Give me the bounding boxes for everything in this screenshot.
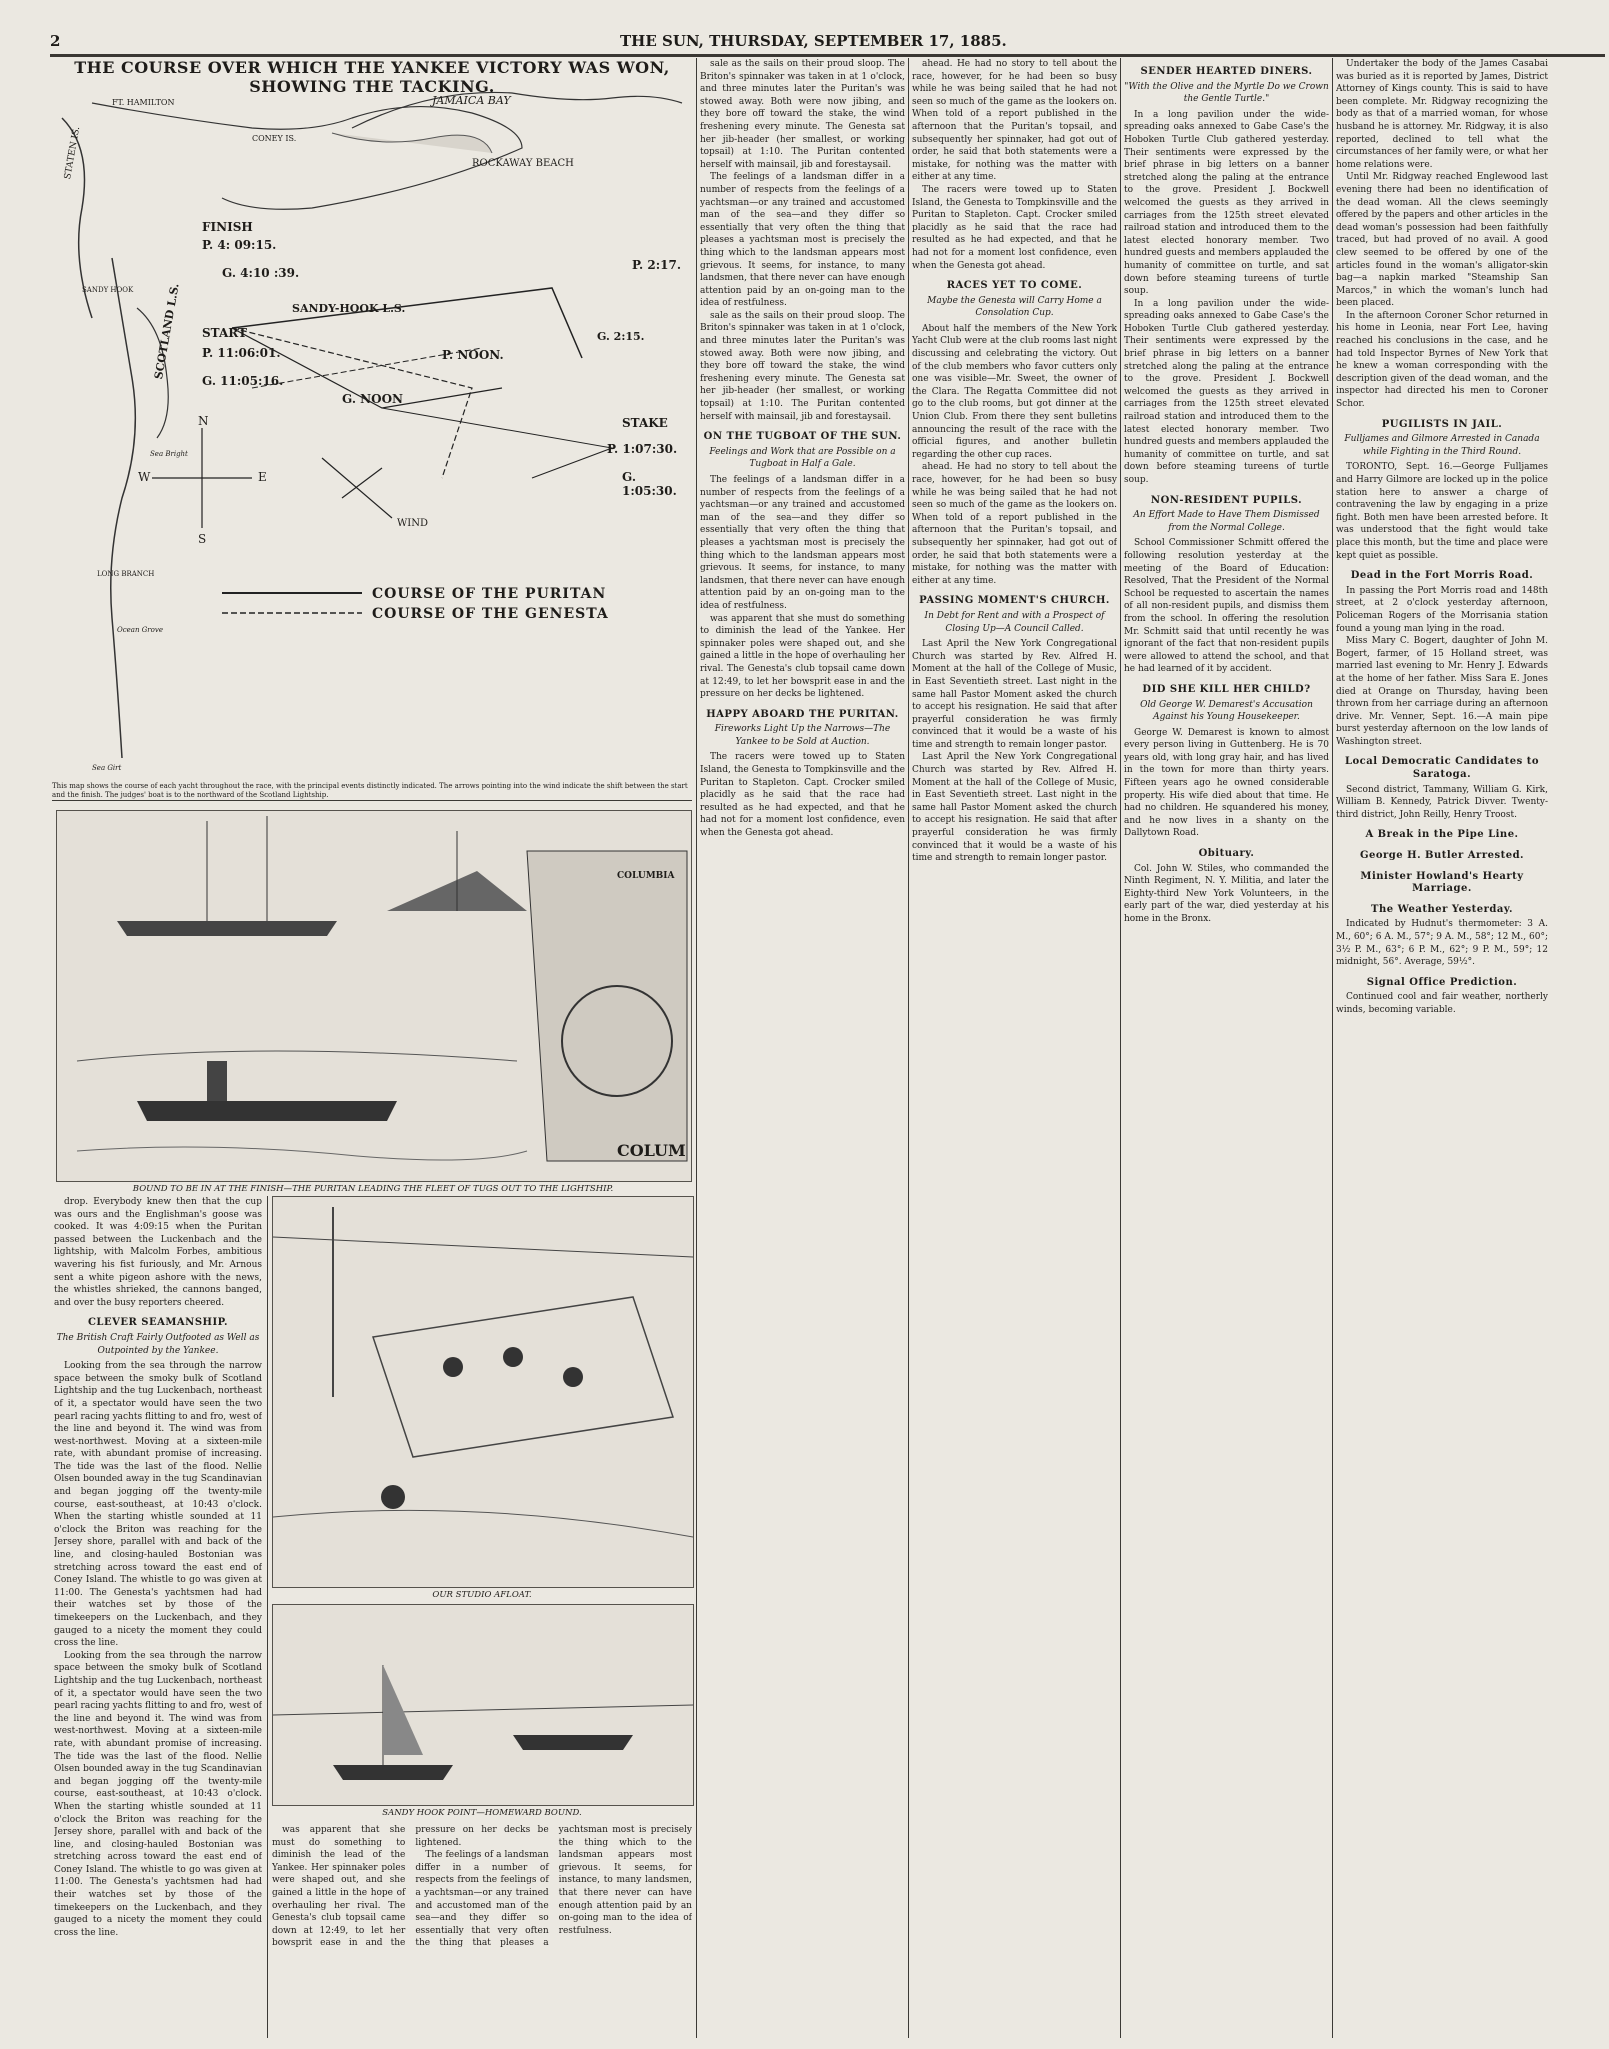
column-rule: [267, 1196, 268, 2038]
col1-text: drop. Everybody knew then that the cup was ours and the Englishman's goose was cooked. It was 4:09:15 when the Puritan passed between the Luckenbach and the lightship, with Malcolm Forbes, ambitious wavering his fist furiously, and Mr. Arnous sent a white pigeon ashore with the news, the whistles shrieked, the cannons banged, and over the busy reporters cheered.: [54, 1197, 262, 1308]
label-stake-p: P. 1:07:30.: [607, 442, 678, 456]
passing-body-b: Last April the New York Congregational Church was started by Rev. Alfred H. Moment at the hall of the College of Music, in East Seventieth street. Last night in the same hall Pastor Moment asked the church to accept his resignation. He said that after prayerful consideration he was firmly convinced that it would be a waste of his time and strength to remain longer pastor.: [912, 752, 1117, 864]
non-resident-sub: An Effort Made to Have Them Dismissed from the Normal College.: [1133, 510, 1320, 533]
obituary-body: Col. John W. Stiles, who commanded the Ninth Regiment, N. Y. Militia, and later the Eighty-third New York Volunteers, in the early part of the war, died yesterday at his home in the Bronx.: [1124, 863, 1329, 924]
compass-w: W: [138, 470, 151, 484]
sandy-hook-drawing: [273, 1605, 693, 1805]
label-sandy-hook: SANDY HOOK: [82, 286, 134, 294]
passing-body: Last April the New York Congregational Church was started by Rev. Alfred H. Moment at the hall of the College of Music, in East Seventieth street. Last night in the same hall Pastor Moment asked the church to accept his resignation. He said that after prayerful consideration he was firmly convinced that it would be a waste of his time and strength to remain longer pastor.: [912, 639, 1117, 750]
course-map: [52, 58, 692, 798]
weather-head: The Weather Yesterday.: [1371, 903, 1513, 915]
did-she-kill-body: George W. Demarest is known to almost every person living in Guttenberg. He is 70 years old, with long gray hair, and has lived in the town for more than thirty years. Fifteen years ago he owned considerable property. His wife died about that time. He had no children. He squandered his money, and he now lives in a shanty on the Dallytown Road.: [1124, 727, 1329, 839]
label-stake-g: G. 1:05:30.: [622, 470, 677, 498]
legend-puritan: COURSE OF THE PURITAN: [372, 586, 607, 602]
col2-lead-c: sale as the sails on their proud sloop. The Briton's spinnaker was taken in at 1 o'clock, and three minutes later the Puritan's was stowed away. Both were now jibing, and they bore off toward the stake, the wind freshening every minute. The Genesta sat her jib-header (her smallest, or working topsail) at 1:10. The Puritan contented herself with mainsail, jib and forestaysail.: [700, 310, 905, 422]
sender-body-b: In a long pavilion under the wide-spreading oaks annexed to Gabe Case's the Hoboken Turtle Club gathered yesterday. Their sentiments were expressed by the brief phrase in big letters on a banner stretched along the paling at the entrance to the grove. President J. Bockwell welcomed the guests as they arrived in carriages from the 125th street elevated railroad station and introduced them to the latest elected honorary member. Two hundred guests and members applauded the humanity of committee on turtle, and sat down before steaming tureens of turtle soup.: [1124, 298, 1329, 485]
label-finish-g: G. 4:10 :39.: [222, 266, 300, 280]
label-sandyhook-ls: SANDY-HOOK L.S.: [292, 302, 406, 315]
label-ocean-grove: Ocean Grove: [117, 626, 163, 634]
clever-seamanship-sub: The British Craft Fairly Outfooted as Well as Outpointed by the Yankee.: [56, 1332, 260, 1356]
fleet-caption: BOUND TO BE IN AT THE FINISH—THE PURITAN LEADING THE FLEET OF TUGS OUT TO THE LIGHTSHIP.: [132, 1184, 614, 1194]
tugboat-sub: Feelings and Work that are Possible on a Tugboat in Half a Gale.: [709, 446, 896, 470]
col2-lead-b: The feelings of a landsman differ in a number of respects from the feelings of a yachtsman—or any trained and accustomed man of the sea—and they differ so essentially that very often the thing that pleases a yachtsman most is precisely the thing which to the landsman appears most grievous. It seems, for instance, to many landsmen, that there never can have enough attention paid by an on-going man to the idea of restfulness.: [700, 172, 905, 309]
right-c: In the afternoon Coroner Schor returned in his home in Leonia, near Fort Lee, having reached his conclusions in the case, and he had told Inspector Byrnes of New York that he knew a woman corresponding with the description given of the dead woman, and the inspector had directed his men to Coroner Schor.: [1336, 310, 1548, 410]
column-rule: [908, 58, 909, 2038]
races-yet-head: RACES YET TO COME.: [946, 280, 1083, 292]
races-yet-body-b: ahead. He had no story to tell about the race, however, for he had been so busy while he was being sailed that he had not seen so much of the game as the lookers on. When told of a report published in the afternoon that the Puritan's topsail, and subsequently her spinnaker, had got out of order, he said that both statements were a mistake, for nothing was the matter with either at any time.: [912, 462, 1117, 586]
pugilists-head: PUGILISTS IN JAIL.: [1381, 418, 1503, 430]
column-rule: [696, 58, 697, 2038]
right-d: Miss Mary C. Bogert, daughter of John M. Bogert, farmer, of 15 Holland street, was married last evening to Mr. Henry J. Edwards at the home of her father. Miss Sara E. Jones died at Orange on Thursday, having been thrown from her carriage during an afternoon drive. Mr. Venner, Sept. 16.—A main pipe burst yesterday afternoon on the low lands of Washington street.: [1336, 636, 1548, 747]
label-p-noon: P. NOON.: [442, 348, 504, 362]
right-b: Until Mr. Ridgway reached Englewood last evening there had been no identification of the dead woman. All the clews seemingly offered by the papers and other articles in the dead woman's possession had been faithfully traced, but had proved of no avail. A good clew seemed to be offered by one of the articles found in the woman's alligator-skin bag—a napkin marked "Steamship San Marcos," in which the woman's lunch had been placed.: [1336, 172, 1548, 309]
sandy-caption: SANDY HOOK POINT—HOMEWARD BOUND.: [382, 1808, 582, 1818]
weather-body: Indicated by Hudnut's thermometer: 3 A. M., 60°; 6 A. M., 57°; 9 A. M., 58°; 12 M., 60°; 3½ P. M., 63°; 6 P. M., 62°; 9 P. M., 59°; 12 midnight, 56°. Average, 59½°.: [1336, 919, 1548, 968]
local-dem-body: Second district, Tammany, William G. Kirk, William B. Kennedy, Patrick Divver. Twenty-third district, John Reilly, Henry Troost.: [1336, 784, 1548, 820]
obituary-head: Obituary.: [1198, 848, 1255, 860]
signal-body: Continued cool and fair weather, northerly winds, becoming variable.: [1336, 992, 1548, 1015]
compass-s: S: [198, 532, 207, 546]
label-wind: WIND: [397, 518, 428, 529]
happy-aboard-head: HAPPY ABOARD THE PURITAN.: [706, 708, 899, 720]
label-jamaica: JAMAICA BAY: [432, 94, 511, 107]
non-resident-head: NON-RESIDENT PUPILS.: [1150, 494, 1303, 506]
map-drawing: [52, 58, 692, 798]
fleet-story: [272, 1824, 692, 2036]
pugilists-body: TORONTO, Sept. 16.—George Fulljames and Harry Gilmore are locked up in the police station here to answer a charge of contravening the law by engaging in a prize fight. Both men have been arrested before. It was understood that the fight would take place this month, but the time and place were kept quiet as possible.: [1336, 462, 1548, 561]
label-start-g: G. 11:05:16.: [202, 374, 284, 388]
dead-road-head: Dead in the Fort Morris Road.: [1350, 570, 1534, 582]
label-coney: CONEY IS.: [252, 134, 297, 143]
label-rockaway: ROCKAWAY BEACH: [472, 158, 574, 169]
column-3: [912, 58, 1117, 2018]
studio-caption: OUR STUDIO AFLOAT.: [432, 1590, 532, 1600]
local-dem-head: Local Democratic Candidates to Saratoga.: [1344, 756, 1539, 781]
ministers-head: Minister Howland's Hearty Marriage.: [1360, 870, 1524, 895]
col3-lead-b: The racers were towed up to Staten Island, the Genesta to Tompkinsville and the Puritan to Stapleton. Capt. Crocker smiled placidly as he said that the race had resulted as he had expected, and that he had not for a moment lost confidence, even when the Genesta got ahead.: [912, 184, 1117, 271]
tugboat-head: ON THE TUGBOAT OF THE SUN.: [703, 431, 902, 443]
sandy-hook-illustration: [272, 1604, 694, 1806]
label-fthamilton: FT. HAMILTON: [112, 98, 175, 107]
tugboat-body: The feelings of a landsman differ in a number of respects from the feelings of a yachtsman—or any trained and accustomed man of the sea—and they differ so essentially that very often the thing that pleases a yachtsman most is precisely the thing which to the landsman appears most grievous. It seems, for instance, to many landsmen, that there never can have enough attention paid by an on-going man to the idea of restfulness.: [700, 475, 905, 611]
clever-seamanship-body: Looking from the sea through the narrow space between the smoky bulk of Scotland Lightship and the tug Luckenbach, northeast of it, a spectator would have seen the two pearl racing yachts flitting to and fro, west of the line and beyond it. The wind was from west-northwest. Moving at a sixteen-mile rate, with abundant promise of increasing. The tide was the last of the flood. Nellie Olsen bounded away in the tug Scandinavian and began jogging off the twenty-mile course, east-southeast, at 10:43 o'clock. When the starting whistle sounded at 11 o'clock the Briton was reaching for the Jersey shore, parallel with and back of the line, and closing-hauled Bostonian was stretching across toward the east end of Coney Island. The whistle to go was given at 11:00. The Genesta's yachtsmen had had their watches set by those of the timekeepers on the Luckenbach, and they gauged to a nicety the moment they could cross the line.: [54, 1361, 262, 1649]
label-columbia: COLUMBIA: [617, 871, 675, 881]
column-2: [700, 58, 905, 2018]
fleet-illustration: [56, 810, 692, 1182]
label-long-branch: LONG BRANCH: [97, 570, 155, 578]
studio-illustration: [272, 1196, 694, 1588]
divider: [52, 800, 692, 801]
dead-road-body: In passing the Port Morris road and 148th street, at 2 o'clock yesterday afternoon, Policeman Rogers of the Morrisania station found a young man lying in the road.: [1336, 585, 1548, 634]
fleet-drawing: [57, 811, 691, 1181]
tugboat-body-b: was apparent that she must do something to diminish the lead of the Yankee. Her spinnaker poles were shaped out, and she gained a little in the hope of overhauling her rival. The Genesta's club topsail came down at 12:49, to let her bowsprit ease in and the pressure on her decks be lightened.: [700, 613, 905, 700]
studio-drawing: [273, 1197, 693, 1587]
compass-n: N: [198, 414, 209, 428]
label-start: START: [202, 326, 247, 340]
undertaker-body: Undertaker the body of the James Casabai was buried as it is reported by James, District Attorney of Kings county. This is said to have been complete. Mr. Ridgway recognizing the body as that of a married woman, for whose husband he is attorney. Mr. Ridgway, it is also reported, declined to tell what the circumstances of her family were, or what her home relations were.: [1336, 59, 1548, 170]
did-she-kill-sub: Old George W. Demarest's Accusation Against his Young Housekeeper.: [1140, 699, 1313, 723]
break-pipe-head: A Break in the Pipe Line.: [1365, 829, 1519, 841]
label-g215: G. 2:15.: [597, 330, 645, 343]
label-g-noon: G. NOON: [342, 392, 404, 406]
label-staten: STATEN IS.: [63, 125, 83, 181]
fleet-text: was apparent that she must do something to diminish the lead of the Yankee. Her spinnaker poles were shaped out, and she gained a little in the hope of overhauling her rival. The Genesta's club topsail came down at 12:49, to let her bowsprit ease in and the pressure on her decks be lightened.: [272, 1825, 549, 1949]
label-finish: FINISH: [202, 220, 253, 234]
label-stake: STAKE: [622, 416, 668, 430]
masthead: [50, 28, 1605, 57]
label-finish-p: P. 4: 09:15.: [202, 238, 277, 252]
clever-seamanship-body-2: Looking from the sea through the narrow space between the smoky bulk of Scotland Lightship and the tug Luckenbach, northeast of it, a spectator would have seen the two pearl racing yachts flitting to and fro, west of the line and beyond it. The wind was from west-northwest. Moving at a sixteen-mile rate, with abundant promise of increasing. The tide was the last of the flood. Nellie Olsen bounded away in the tug Scandinavian and began jogging off the twenty-mile course, east-southeast, at 10:43 o'clock. When the starting whistle sounded at 11 o'clock the Briton was reaching for the Jersey shore, parallel with and back of the line, and closing-hauled Bostonian was stretching across toward the east end of Coney Island. The whistle to go was given at 11:00. The Genesta's yachtsmen had had their watches set by those of the timekeepers on the Luckenbach, and they gauged to a nicety the moment they could cross the line.: [54, 1650, 262, 1938]
column-4: [1124, 58, 1329, 2018]
non-resident-body: School Commissioner Schmitt offered the following resolution yesterday at the meeting of the Board of Education: Resolved, That the President of the Normal School be requested to ascertain the names of all non-resident pupils, and dismiss them from the school. In offering the resolution Mr. Schmitt said that until recently he was ignorant of the fact that non-resident pupils were allowed to attend the school, and that he had learned of it by accident.: [1124, 538, 1329, 675]
col2-lead: sale as the sails on their proud sloop. The Briton's spinnaker was taken in at 1 o'clock, and three minutes later the Puritan's was stowed away. Both were now jibing, and they bore off toward the stake, the wind freshening every minute. The Genesta sat her jib-header (her smallest, or working topsail) at 1:10. The Puritan contented herself with mainsail, jib and forestaysail.: [700, 59, 905, 170]
compass-e: E: [258, 470, 267, 484]
pugilists-sub: Fulljames and Gilmore Arrested in Canada while Fighting in the Third Round.: [1344, 434, 1540, 457]
label-p217: P. 2:17.: [632, 258, 682, 272]
page-number: 2: [50, 32, 61, 50]
label-sea-bright: Sea Bright: [150, 450, 188, 458]
passing-head: PASSING MOMENT'S CHURCH.: [919, 595, 1110, 607]
column-rule: [1332, 58, 1333, 2038]
sender-sub: "With the Olive and the Myrtle Do we Crown the Gentle Turtle.": [1124, 81, 1329, 105]
signal-head: Signal Office Prediction.: [1366, 976, 1518, 988]
column-rule: [1120, 58, 1121, 2038]
map-title: THE COURSE OVER WHICH THE YANKEE VICTORY WAS WON, SHOWING THE TACKING.: [74, 58, 670, 96]
fleet-text-2: The feelings of a landsman differ in a number of respects from the feelings of a yachtsman—or any trained and accustomed man of the sea—and they differ so essentially that very often the thing that pleases a yachtsman most is precisely the thing which to the landsman appears most grievous. It seems, for instance, to many landsmen, that there never can have enough attention paid by an on-going man to the idea of restfulness.: [415, 1825, 692, 1949]
clever-seamanship-head: CLEVER SEAMANSHIP.: [87, 1317, 229, 1329]
races-yet-body: About half the members of the New York Yacht Club were at the club rooms last night discussing and celebrating the victory. Out of the club members who favor cutters only one was visible—Mr. Sweet, the owner of the Clara. The Regatta Committee did not go to the club rooms, but got dinner at the Union Club. From there they sent bulletins announcing the result of the race with the official figures, and another bulletin regarding the other cup races.: [912, 323, 1117, 460]
did-she-kill-head: DID SHE KILL HER CHILD?: [1142, 683, 1311, 695]
label-colum: COLUM: [617, 1141, 686, 1160]
passing-sub: In Debt for Rent and with a Prospect of Closing Up—A Council Called.: [924, 610, 1105, 634]
paper-title: THE SUN, THURSDAY, SEPTEMBER 17, 1885.: [620, 32, 1007, 50]
column-1-lower: [54, 1196, 262, 2036]
legend-genesta: COURSE OF THE GENESTA: [372, 606, 609, 622]
sender-body: In a long pavilion under the wide-spreading oaks annexed to Gabe Case's the Hoboken Turtle Club gathered yesterday. Their sentiments were expressed by the brief phrase in big letters on a banner stretched along the paling at the entrance to the grove. President J. Bockwell welcomed the guests as they arrived in carriages from the 125th street elevated railroad station and introduced them to the latest elected honorary member. Two hundred guests and members applauded the humanity of committee on turtle, and sat down before steaming tureens of turtle soup.: [1124, 109, 1329, 297]
label-sea-girt: Sea Girt: [92, 764, 122, 772]
label-scotland: SCOTLAND L.S.: [152, 282, 182, 381]
races-yet-sub: Maybe the Genesta will Carry Home a Consolation Cup.: [927, 295, 1102, 319]
sender-head: SENDER HEARTED DINERS.: [1140, 66, 1313, 77]
column-5: [1336, 58, 1548, 2018]
happy-aboard-sub: Fireworks Light Up the Narrows—The Yankee to be Sold at Auction.: [714, 724, 891, 747]
happy-aboard-body: The racers were towed up to Staten Island, the Genesta to Tompkinsville and the Puritan to Stapleton. Capt. Crocker smiled placidly as he said that the race had resulted as he had expected, and that he had not for a moment lost confidence, even when the Genesta got ahead.: [700, 752, 905, 839]
label-start-p: P. 11:06:01.: [202, 346, 281, 360]
butler-head: George H. Butler Arrested.: [1359, 850, 1525, 862]
map-caption: This map shows the course of each yacht throughout the race, with the principal events distinctly indicated. The arrows pointing into the wind indicate the shift between the start and the finish. The judges' boat is to the northward of the Scotland Lightship.: [52, 782, 688, 799]
col3-lead: ahead. He had no story to tell about the race, however, for he had been so busy while he was being sailed that he had not seen so much of the game as the lookers on. When told of a report published in the afternoon that the Puritan's topsail, and subsequently her spinnaker, had got out of order, he said that both statements were a mistake, for nothing was the matter with either at any time.: [912, 59, 1117, 183]
